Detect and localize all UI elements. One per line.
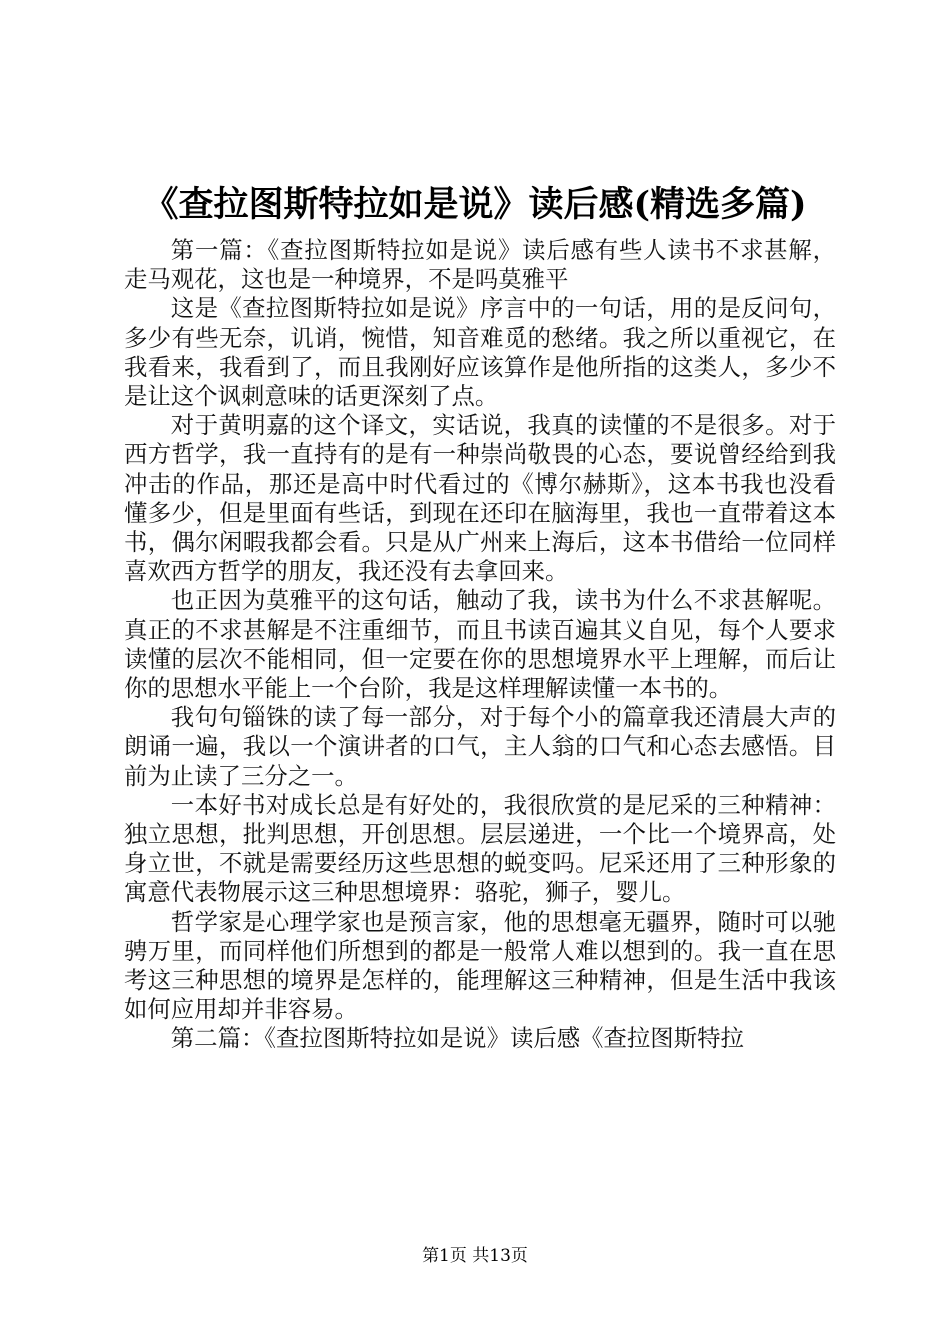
document-body xyxy=(124,236,836,1054)
page-number: 第1页 共13页 xyxy=(422,1246,528,1266)
document-title: 《查拉图斯特拉如是说》读后感(精选多篇) xyxy=(143,184,807,225)
paragraph: 一本好书对成长总是有好处的，我很欣赏的是尼采的三种精神：独立思想，批判思想，开创思想。层层递进，一个比一个境界高，处身立世，不就是需要经历这些思想的蜕变吗。尼采还用了三种形象的寓意代表物展示这三种思想境界：骆驼，狮子，婴儿。 xyxy=(124,790,836,907)
paragraph: 对于黄明嘉的这个译文，实话说，我真的读懂的不是很多。对于西方哲学，我一直持有的是有一种崇尚敬畏的心态，要说曾经给到我冲击的作品，那还是高中时代看过的《博尔赫斯》，这本书我也没看懂多少，但是里面有些话，到现在还印在脑海里，我也一直带着这本书，偶尔闲暇我都会看。只是从广州来上海后，这本书借给一位同样喜欢西方哲学的朋友，我还没有去拿回来。 xyxy=(124,411,836,586)
paragraph: 这是《查拉图斯特拉如是说》序言中的一句话，用的是反问句，多少有些无奈，讥诮，惋惜，知音难觅的愁绪。我之所以重视它，在我看来，我看到了，而且我刚好应该算作是他所指的这类人，多少不是让这个讽刺意味的话更深刻了点。 xyxy=(124,294,836,411)
paragraph: 第二篇：《查拉图斯特拉如是说》读后感《查拉图斯特拉 xyxy=(170,1024,744,1053)
paragraph: 第一篇：《查拉图斯特拉如是说》读后感有些人读书不求甚解，走马观花，这也是一种境界，不是吗莫雅平 xyxy=(124,236,836,294)
paragraph: 也正因为莫雅平的这句话，触动了我，读书为什么不求甚解呢。真正的不求甚解是不注重细节，而且书读百遍其义自见，每个人要求读懂的层次不能相同，但一定要在你的思想境界水平上理解，而后让你的思想水平能上一个台阶，我是这样理解读懂一本书的。 xyxy=(124,586,836,703)
paragraph: 我句句锱铢的读了每一部分，对于每个小的篇章我还清晨大声的朗诵一遍，我以一个演讲者的口气，主人翁的口气和心态去感悟。目前为止读了三分之一。 xyxy=(124,703,836,790)
paragraph: 哲学家是心理学家也是预言家，他的思想毫无疆界，随时可以驰骋万里，而同样他们所想到的都是一般常人难以想到的。我一直在思考这三种思想的境界是怎样的，能理解这三种精神，但是生活中我该如何应用却并非容易。 xyxy=(124,907,836,1024)
